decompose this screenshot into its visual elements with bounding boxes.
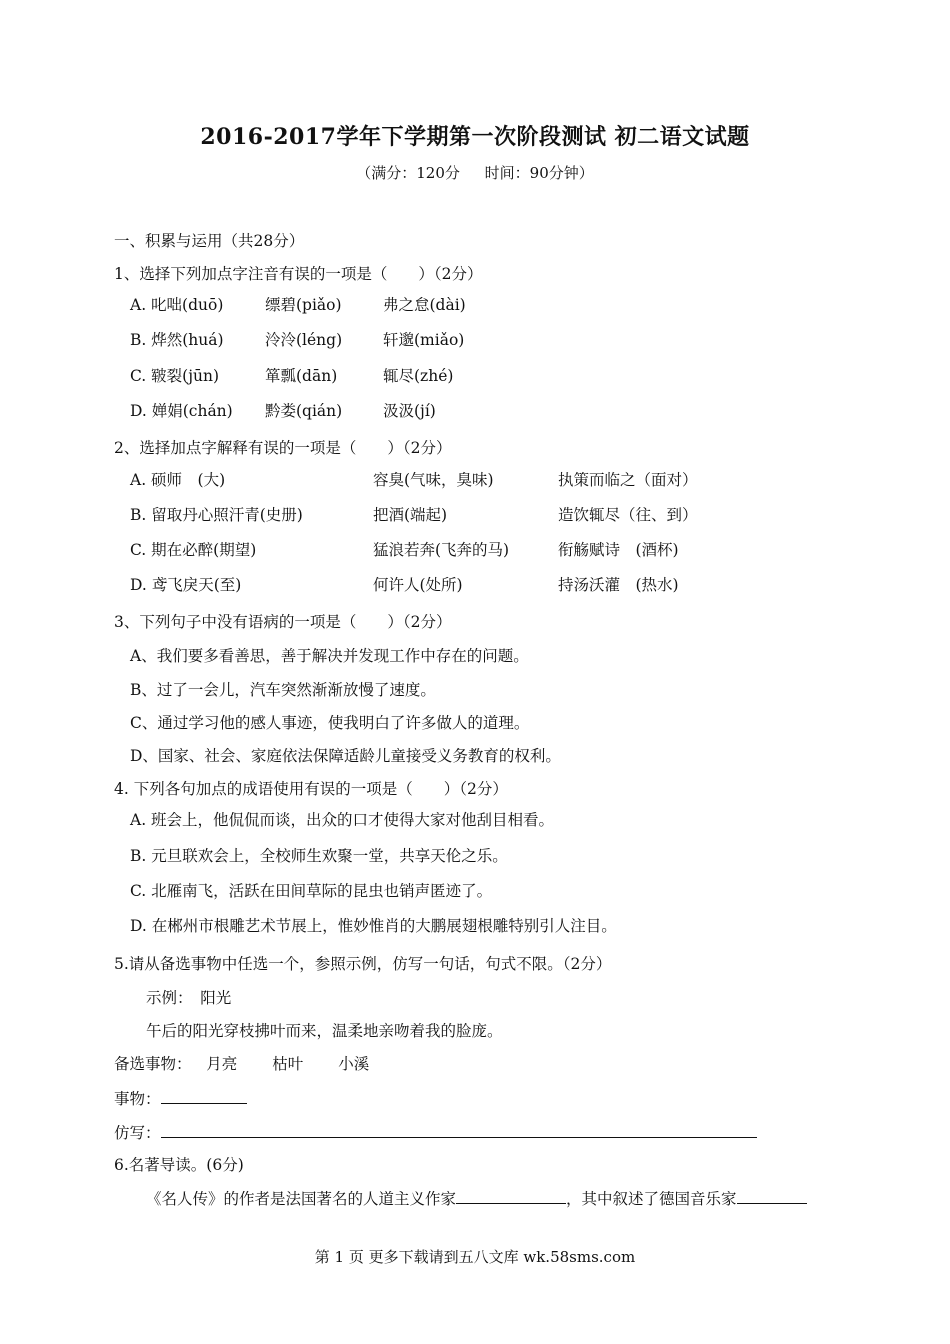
- q3-option-a: A、我们要多看善思，善于解决并发现工作中存在的问题。: [130, 647, 529, 665]
- q3-stem: 3、下列句子中没有语病的一项是（ ）（2分）: [114, 613, 452, 631]
- q3-option-d: D、国家、社会、家庭依法保障适龄儿童接受义务教育的权利。: [130, 747, 561, 765]
- q4-stem: 4. 下列各句加点的成语使用有误的一项是（ ）（2分）: [114, 780, 508, 798]
- q1-a-1: A. 叱咄(duō): [130, 296, 224, 314]
- q2-a-3: 执策而临之（面对）: [558, 471, 698, 489]
- section-heading: 一、积累与运用（共28分）: [114, 232, 305, 250]
- q2-d-2: 何许人(处所): [373, 576, 463, 594]
- q4-option-b: B. 元旦联欢会上，全校师生欢聚一堂，共享天伦之乐。: [130, 847, 508, 865]
- q1-d-1: D. 婵娟(chán): [130, 402, 233, 420]
- q2-stem: 2、选择加点字解释有误的一项是（ ）（2分）: [114, 439, 452, 457]
- q5-example-sentence: 午后的阳光穿枝拂叶而来，温柔地亲吻着我的脸庞。: [146, 1022, 503, 1040]
- page-footer: 第 1 页 更多下载请到五八文库 wk.58sms.com: [314, 1248, 636, 1266]
- page-title: 2016-2017学年下学期第一次阶段测试 初二语文试题: [200, 124, 750, 150]
- exam-info: [0, 162, 950, 183]
- q2-d-3: 持汤沃灌 (热水): [558, 576, 679, 594]
- q2-c-3: 衔觞赋诗 (酒杯): [558, 541, 679, 559]
- q1-c-2: 箪瓢(dān): [265, 367, 338, 385]
- q2-c-1: C. 期在必醉(期望): [130, 541, 257, 559]
- q1-b-3: 轩邈(miǎo): [383, 331, 465, 349]
- q1-stem: 1、选择下列加点字注音有误的一项是（ ）（2分）: [114, 265, 483, 283]
- q6-part1: 《名人传》的作者是法国著名的人道主义作家: [146, 1190, 457, 1208]
- q5-thing-row: [114, 1087, 247, 1110]
- q2-a-2: 容臭(气味，臭味): [373, 471, 494, 489]
- q5-stem: 5.请从备选事物中任选一个，参照示例，仿写一句话，句式不限。（2分）: [114, 955, 612, 973]
- q2-b-2: 把酒(端起): [373, 506, 448, 524]
- q4-option-a: A. 班会上，他侃侃而谈，出众的口才使得大家对他刮目相看。: [130, 811, 555, 829]
- thing-answer-blank[interactable]: [161, 1087, 247, 1104]
- q5-imitate-label: 仿写：: [114, 1124, 161, 1142]
- imitate-answer-blank[interactable]: [161, 1121, 757, 1138]
- q5-candidates: [114, 1053, 399, 1075]
- candidate-item: 枯叶: [272, 1055, 304, 1073]
- q5-thing-label: 事物：: [114, 1090, 161, 1108]
- candidate-item: 月亮: [206, 1055, 238, 1073]
- q2-a-1: A. 硕师 (大): [130, 471, 226, 489]
- musician-answer-blank[interactable]: [737, 1187, 807, 1204]
- q1-a-3: 弗之怠(dài): [383, 296, 466, 314]
- q6-line: [146, 1187, 807, 1210]
- full-score: （满分：120分: [356, 164, 460, 182]
- q5-candidates-label: 备选事物：: [114, 1055, 192, 1073]
- q1-b-2: 泠泠(léng): [265, 331, 343, 349]
- q5-example-label: 示例： 阳光: [146, 989, 232, 1007]
- q4-option-c: C. 北雁南飞，活跃在田间草际的昆虫也销声匿迹了。: [130, 882, 493, 900]
- q2-c-2: 猛浪若奔(飞奔的马): [373, 541, 510, 559]
- q4-option-d: D. 在郴州市根雕艺术节展上，惟妙惟肖的大鹏展翅根雕特别引人注目。: [130, 917, 617, 935]
- q3-option-b: B、过了一会儿，汽车突然渐渐放慢了速度。: [130, 681, 436, 699]
- q1-c-3: 辄尽(zhé): [383, 367, 454, 385]
- q2-b-3: 造饮辄尽（往、到）: [558, 506, 698, 524]
- exam-time: 时间：90分钟）: [484, 164, 594, 182]
- q1-d-2: 黔娄(qián): [265, 402, 343, 420]
- q6-part2: ，其中叙述了德国音乐家: [566, 1190, 737, 1208]
- q2-d-1: D. 鸢飞戾天(至): [130, 576, 242, 594]
- q1-d-3: 汲汲(jí): [383, 402, 436, 420]
- q2-b-1: B. 留取丹心照汗青(史册): [130, 506, 303, 524]
- q6-stem: 6.名著导读。(6分): [114, 1156, 244, 1174]
- q5-imitate-row: [114, 1121, 757, 1144]
- candidate-item: 小溪: [338, 1055, 370, 1073]
- q1-c-1: C. 皲裂(jūn): [130, 367, 220, 385]
- author-answer-blank[interactable]: [456, 1187, 566, 1204]
- q1-a-2: 缥碧(piǎo): [265, 296, 342, 314]
- q3-option-c: C、通过学习他的感人事迹，使我明白了许多做人的道理。: [130, 714, 530, 732]
- q1-b-1: B. 烨然(huá): [130, 331, 224, 349]
